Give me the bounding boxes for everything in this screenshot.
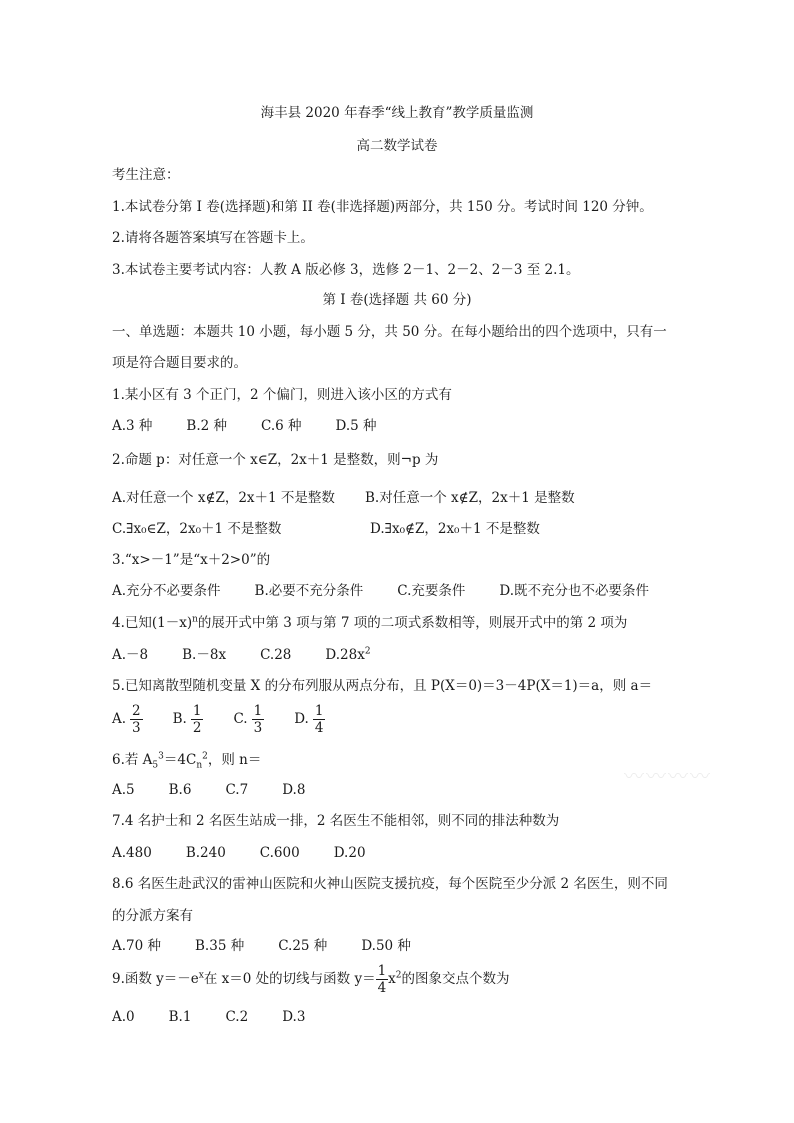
- question-5-stem: 5.已知离散型随机变量 X 的分布列服从两点分布，且 P(X＝0)＝3－4P(X＝1)＝a，则 a＝: [112, 678, 653, 694]
- option-b: B.240: [185, 845, 226, 861]
- question-2-option-b: B.对任意一个 x∉Z，2x＋1 是整数: [365, 490, 575, 506]
- option-d: D.20: [333, 845, 366, 861]
- option-a: A.5: [112, 782, 135, 798]
- notice-item-2: 2.请将各题答案填写在答题卡上。: [112, 230, 314, 246]
- option-b: B.必要不充分条件: [254, 583, 364, 599]
- option-b: B.－8x: [182, 647, 227, 663]
- option-c: C.7: [225, 782, 249, 798]
- option-a: A. $\frac{2}{3}$: [112, 703, 141, 736]
- watermark: 〰〰〰〰: [624, 764, 712, 788]
- option-c: C.600: [259, 845, 300, 861]
- fraction: $\frac{1}{4}$: [377, 963, 387, 996]
- fraction: $\frac{2}{3}$: [132, 703, 141, 736]
- option-b: B.1: [168, 1009, 192, 1025]
- option-a: A.－8: [112, 647, 149, 663]
- option-d: D.50 种: [361, 938, 411, 954]
- option-c: C.28: [260, 647, 292, 663]
- notice-heading: 考生注意：: [112, 167, 180, 183]
- question-1-stem: 1.某小区有 3 个正门，2 个偏门，则进入该小区的方式有: [112, 387, 452, 403]
- option-d: D.8: [282, 782, 306, 798]
- option-c: C.2: [225, 1009, 249, 1025]
- question-8-stem-line1: 8.6 名医生赴武汉的雷神山医院和火神山医院支援抗疫，每个医院至少分派 2 名医生，则不同: [112, 876, 668, 892]
- question-3-options: [112, 581, 683, 601]
- question-6-options: [112, 780, 339, 800]
- question-7-options: [112, 843, 400, 863]
- option-d: $D.28x^2$: [325, 646, 371, 663]
- question-3-stem: 3.“x>－1”是“x＋2>0”的: [112, 552, 271, 568]
- exam-title: 海丰县 2020 年春季“线上教育”教学质量监测: [260, 105, 534, 121]
- option-b: B. $\frac{1}{2}$: [172, 703, 202, 736]
- option-a: A.480: [112, 845, 152, 861]
- question-2-option-a: A.对任意一个 x∉Z，2x＋1 不是整数: [112, 490, 335, 506]
- option-a: A.70 种: [112, 938, 162, 954]
- option-d: D.5 种: [335, 418, 377, 434]
- section-instructions-line1: 一、单选题：本题共 10 小题，每小题 5 分，共 50 分。在每小题给出的四个选项中，只有一: [112, 324, 667, 340]
- option-a: A.3 种: [112, 418, 153, 434]
- option-d: D. $\frac{1}{4}$: [294, 703, 324, 736]
- fraction: $\frac{1}{2}$: [192, 703, 202, 736]
- option-c: C.6 种: [261, 418, 302, 434]
- fraction: $\frac{1}{3}$: [253, 703, 263, 736]
- question-9-options: [112, 1007, 339, 1027]
- question-2-stem: 2.命题 p：对任意一个 x∈Z，2x＋1 是整数，则¬p 为: [112, 452, 439, 468]
- question-6-stem: 6.若 $A_5^3=4C_n^2$，则 n＝: [112, 751, 262, 771]
- option-b: B.2 种: [186, 418, 228, 434]
- question-8-stem-line2: 的分派方案有: [112, 908, 193, 924]
- question-2-option-c: C.∃x₀∈Z，2x₀＋1 不是整数: [112, 521, 282, 537]
- section-instructions-line2: 项是符合题目要求的。: [112, 355, 247, 371]
- question-8-options: [112, 936, 445, 956]
- option-b: B.35 种: [195, 938, 245, 954]
- question-4-options: [112, 645, 405, 665]
- fraction: $\frac{1}{4}$: [314, 703, 324, 736]
- question-5-options: [112, 702, 359, 736]
- exam-subtitle: 高二数学试卷: [356, 138, 438, 154]
- part1-title: 第 I 卷(选择题 共 60 分): [322, 292, 472, 308]
- option-c: C.充要条件: [397, 583, 466, 599]
- option-c: C. $\frac{1}{3}$: [233, 703, 263, 736]
- option-b: B.6: [168, 782, 192, 798]
- question-2-option-d: D.∃x₀∉Z，2x₀＋1 不是整数: [370, 521, 540, 537]
- option-a: A.充分不必要条件: [112, 583, 221, 599]
- option-a: A.0: [112, 1009, 135, 1025]
- notice-item-1: 1.本试卷分第 I 卷(选择题)和第 II 卷(非选择题)两部分，共 150 分。考试时间 120 分钟。: [112, 199, 653, 215]
- question-7-stem: 7.4 名护士和 2 名医生站成一排，2 名医生不能相邻，则不同的排法种数为: [112, 813, 560, 829]
- question-4-stem: 4.已知$(1-x)^n$的展开式中第 3 项与第 7 项的二项式系数相等，则展开式中的第 2 项为: [112, 614, 628, 631]
- option-c: C.25 种: [278, 938, 328, 954]
- option-d: D.既不充分也不必要条件: [499, 583, 650, 599]
- exponent: n: [192, 614, 198, 625]
- option-d: D.3: [282, 1009, 306, 1025]
- notice-item-3: 3.本试卷主要考试内容：人教 A 版必修 3，选修 2－1、2－2、2－3 至 2.1。: [112, 262, 580, 278]
- question-1-options: [112, 416, 411, 436]
- question-9-stem: 9.函数 $y=-e^x$在 x＝0 处的切线与函数 y＝ $\frac{1}{4}$ $x^2$的图象交点个数为: [112, 963, 510, 996]
